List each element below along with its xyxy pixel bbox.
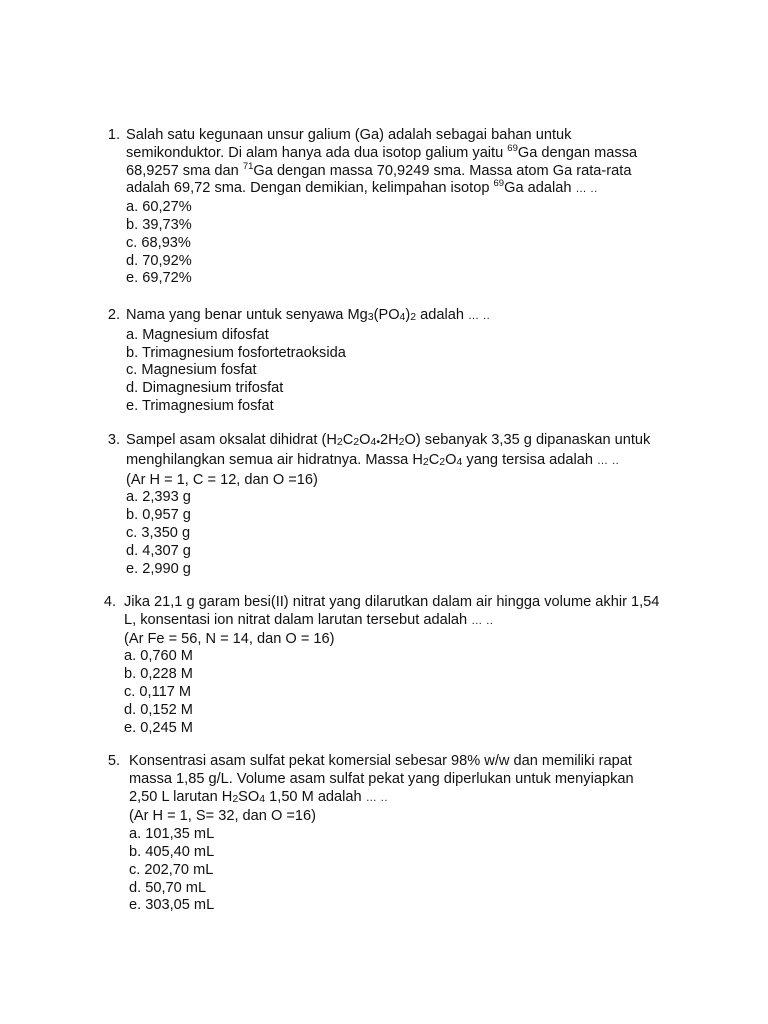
question-text-line: 68,9257 sma dan $^{71}$Ga dengan massa 70,9249 sma. Massa atom Ga rata-rata [126, 160, 632, 179]
question-text-line: Sampel asam oksalat dihidrat (H2C2O4•2H2O) sebanyak 3,35 g dipanaskan untuk [126, 432, 651, 448]
question-number: 4. [103, 594, 116, 610]
answer-option: a. 0,760 M [124, 648, 193, 665]
question-text-line: menghilangkan semua air hidratnya. Massa H2C2O4 yang tersisa adalah … .. [126, 451, 620, 468]
answer-option: d. 70,92% [126, 252, 192, 269]
answer-option: d. 50,70 mL [129, 879, 207, 896]
answer-option: b. 0,228 M [124, 666, 193, 683]
answer-option: e. 69,72% [126, 270, 192, 287]
question-text-line: L, konsentasi ion nitrat dalam larutan tersebut adalah … .. [124, 611, 494, 628]
superscript: 69 [493, 178, 505, 190]
answer-option: e. 0,245 M [124, 719, 193, 736]
answer-option: a. 2,393 g [126, 489, 191, 506]
answer-option: c. 68,93% [126, 234, 191, 251]
answer-option: c. Magnesium fosfat [126, 362, 257, 379]
question-body [124, 594, 724, 737]
question-text-line: Konsentrasi asam sulfat pekat komersial sebesar 98% w/w dan memiliki rapat [129, 753, 632, 769]
question-text-line: Jika 21,1 g garam besi(II) nitrat yang dilarutkan dalam air hingga volume akhir 1,54 [124, 594, 660, 610]
question-body [126, 432, 696, 578]
answer-option: e. 303,05 mL [129, 897, 215, 914]
answer-option: b. 39,73% [126, 216, 192, 233]
answer-option: e. 2,990 g [126, 560, 191, 577]
answer-option: b. 0,957 g [126, 507, 191, 524]
answer-option: a. 60,27% [126, 199, 192, 216]
answer-option: a. Magnesium difosfat [126, 326, 269, 343]
atomic-mass-note: (Ar H = 1, S= 32, dan O =16) [129, 808, 316, 825]
answer-option: e. Trimagnesium fosfat [126, 397, 274, 414]
question-number: 3. [107, 432, 120, 448]
question-body [126, 127, 696, 288]
question-number: 2. [107, 307, 120, 323]
superscript: 69 [507, 142, 518, 154]
answer-option: c. 3,350 g [126, 524, 191, 541]
question-text-line: adalah 69,72 sma. Dengan demikian, kelimpahan isotop $^{69}$Ga adalah … .. [126, 178, 598, 197]
question-number: 5. [107, 753, 120, 769]
atomic-mass-note: (Ar H = 1, C = 12, dan O =16) [126, 471, 318, 488]
answer-option: d. Dimagnesium trifosfat [126, 380, 284, 397]
question-text-line: massa 1,85 g/L. Volume asam sulfat pekat yang diperlukan untuk menyiapkan [129, 770, 634, 787]
answer-option: c. 202,70 mL [129, 861, 214, 878]
answer-option: b. 405,40 mL [129, 843, 215, 860]
answer-option: a. 101,35 mL [129, 826, 215, 843]
question-text-line: 2,50 L larutan H2SO4 1,50 M adalah … .. [129, 788, 388, 805]
answer-option: d. 4,307 g [126, 542, 191, 559]
question-text-line: Salah satu kegunaan unsur galium (Ga) adalah sebagai bahan untuk [126, 127, 572, 143]
answer-option: b. Trimagnesium fosfortetraoksida [126, 344, 346, 361]
question-text-line: semikonduktor. Di alam hanya ada dua isotop galium yaitu $^{69}$Ga dengan massa [126, 142, 638, 161]
superscript: 71 [242, 160, 254, 172]
question-body [129, 753, 729, 915]
answer-option: d. 0,152 M [124, 701, 193, 718]
question-text-line: Nama yang benar untuk senyawa Mg3(PO4)2 adalah … .. [126, 307, 491, 323]
question-body [126, 307, 696, 416]
question-number: 1. [107, 127, 120, 143]
answer-option: c. 0,117 M [124, 683, 192, 700]
atomic-mass-note: (Ar Fe = 56, N = 14, dan O = 16) [124, 630, 335, 647]
